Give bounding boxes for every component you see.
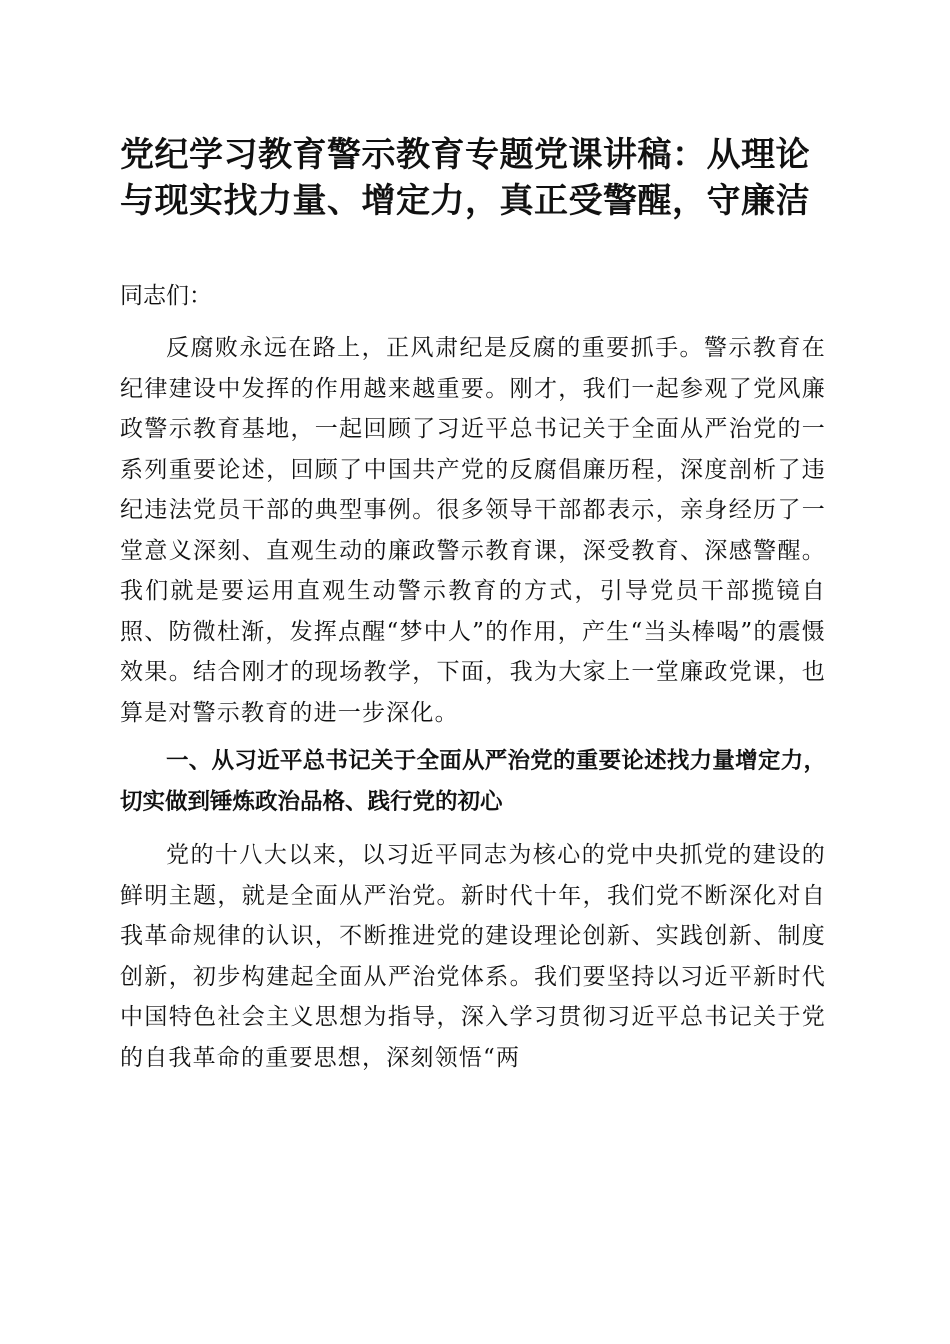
document-page [120, 132, 826, 1078]
section-1-paragraph: 党的十八大以来，以习近平同志为核心的党中央抓党的建设的鲜明主题，就是全面从严治党。新时代十年，我们党不断深化对自我革命规律的认识，不断推进党的建设理论创新、实践创新、制度创新，初步构建起全面从严治党体系。我们要坚持以习近平新时代中国特色社会主义思想为指导，深入学习贯彻习近平总书记关于党的自我革命的重要思想，深刻领悟“两 [120, 842, 826, 1071]
document-title: 党纪学习教育警示教育专题党课讲稿：从理论与现实找力量、增定力，真正受警醒，守廉洁 [120, 135, 810, 221]
greeting: 同志们： [120, 283, 212, 309]
intro-paragraph: 反腐败永远在路上，正风肃纪是反腐的重要抓手。警示教育在纪律建设中发挥的作用越来越重要。刚才，我们一起参观了党风廉政警示教育基地，一起回顾了习近平总书记关于全面从严治党的一系列重要论述，回顾了中国共产党的反腐倡廉历程，深度剖析了违纪违法党员干部的典型事例。很多领导干部都表示，亲身经历了一堂意义深刻、直观生动的廉政警示教育课，深受教育、深感警醒。我们就是要运用直观生动警示教育的方式，引导党员干部揽镜自照、防微杜渐，发挥点醒“梦中人”的作用，产生“当头棒喝”的震慑效果。结合刚才的现场教学，下面，我为大家上一堂廉政党课，也算是对警示教育的进一步深化。 [120, 335, 826, 726]
section-heading-1: 一、从习近平总书记关于全面从严治党的重要论述找力量增定力，切实做到锤炼政治品格、践行党的初心 [120, 748, 826, 815]
